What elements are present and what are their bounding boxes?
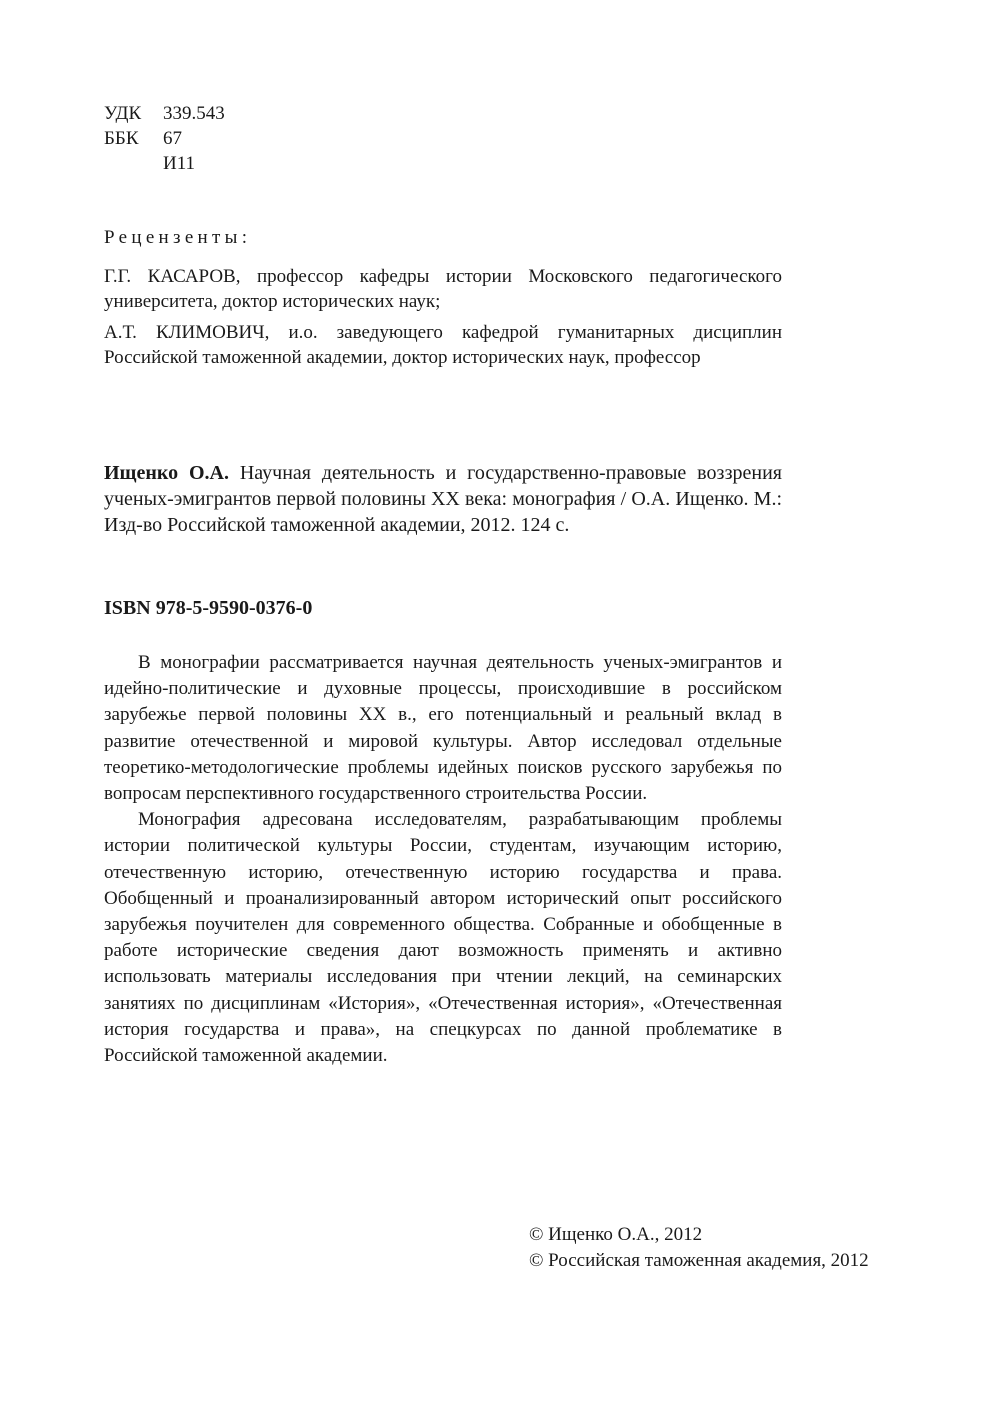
udk-label: УДК <box>104 103 142 124</box>
udk-row <box>104 101 225 126</box>
bbk-row <box>104 126 225 151</box>
classification-codes <box>104 101 225 176</box>
reviewer-entry: А.Т. КЛИМОВИЧ, и.о. заведующего кафедрой гуманитарных дисциплин Российской таможенной академии, доктор исторических наук, профессор <box>104 322 782 368</box>
udk-value: 339.543 <box>163 103 225 124</box>
copyright-line: © Российская таможенная академия, 2012 <box>529 1250 869 1271</box>
bibliographic-citation <box>104 460 782 538</box>
bbk-value: 67 <box>163 128 182 149</box>
citation-text: Научная деятельность и государственно-правовые воззрения ученых-эмигрантов первой половины XX века: монография / О.А. Ищенко. М.: Изд-во Российской таможенной академии, 2012. 124 с. <box>104 462 782 536</box>
abstract-paragraph: Монография адресована исследователям, разрабатывающим проблемы истории политической культуры России, студентам, изучающим историю, отечественную историю, отечественную историю государства и права. Обобщенный и проанализированный автором исторический опыт российского зарубежья поучителен для современного общества. Собранные и обобщенные в работе исторические сведения дают возможность применять и активно использовать материалы исследования при чтении лекций, на семинарских занятиях по дисциплинам «История», «Отечественная история», «Отечественная история государства и права», на спецкурсах по данной проблематике в Российской таможенной академии. <box>104 809 782 1067</box>
copyright-block <box>529 1222 869 1274</box>
abstract-paragraph: В монографии рассматривается научная деятельность ученых-эмигрантов и идейно-политические и духовные процессы, происходившие в российском зарубежье первой половины XX в., его потенциальный и реальный вклад в развитие отечественной и мировой культуры. Автор исследовал отдельные теоретико-методологические проблемы идейных поисков русского зарубежья по вопросам перспективного государственного строительства России. <box>104 652 782 805</box>
abstract <box>104 650 782 1069</box>
reviewer-entry: Г.Г. КАСАРОВ, профессор кафедры истории Московского педагогического университета, доктор исторических наук; <box>104 266 782 312</box>
copyright-line: © Ищенко О.А., 2012 <box>529 1224 703 1245</box>
bbk-label: ББК <box>104 128 139 149</box>
isbn: ISBN 978-5-9590-0376-0 <box>104 597 313 619</box>
author-mark-row <box>104 151 225 176</box>
citation-author: Ищенко О.А. <box>104 462 229 484</box>
reviewers-heading: Рецензенты: <box>104 227 252 248</box>
author-mark: И11 <box>163 153 196 174</box>
